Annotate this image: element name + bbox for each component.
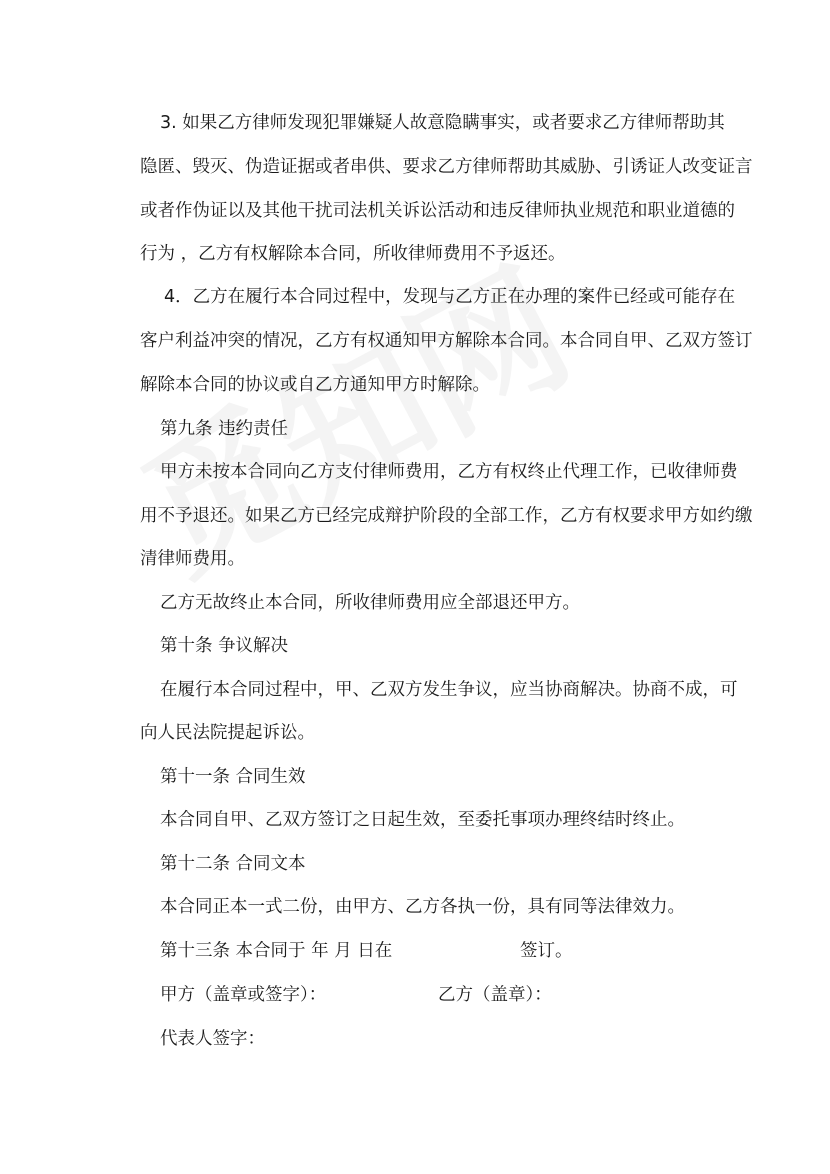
clause-3-line-1: 3. 如果乙方律师发现犯罪嫌疑人故意隐瞒事实，或者要求乙方律师帮助其 xyxy=(160,113,725,133)
article-9-para1-line-1: 甲方未按本合同向乙方支付律师费用，乙方有权终止代理工作，已收律师费 xyxy=(160,462,738,482)
article-9-title: 第九条 违约责任 xyxy=(160,419,289,439)
signature-party-b: 乙方（盖章）： xyxy=(438,985,552,1005)
article-10-para-line-2: 向人民法院提起诉讼。 xyxy=(140,723,315,743)
article-12-title: 第十二条 合同文本 xyxy=(160,854,306,874)
signature-representative: 代表人签字： xyxy=(160,1029,265,1049)
article-12-para: 本合同正本一式二份，由甲方、乙方各执一份，具有同等法律效力。 xyxy=(160,897,685,917)
article-13-suffix: 签订。 xyxy=(520,941,573,961)
article-10-title: 第十条 争议解决 xyxy=(160,636,289,656)
article-9-para1-line-2: 用不予退还。如果乙方已经完成辩护阶段的全部工作，乙方有权要求甲方如约缴 xyxy=(140,506,753,526)
article-9-para2: 乙方无故终止本合同，所收律师费用应全部退还甲方。 xyxy=(160,593,580,613)
article-11-para: 本合同自甲、乙双方签订之日起生效，至委托事项办理终结时终止。 xyxy=(160,810,685,830)
clause-3-line-2: 隐匿、毁灭、伪造证据或者串供、要求乙方律师帮助其威胁、引诱证人改变证言 xyxy=(140,157,753,177)
clause-4-line-3: 解除本合同的协议或自乙方通知甲方时解除。 xyxy=(140,375,490,395)
article-10-para-line-1: 在履行本合同过程中，甲、乙双方发生争议，应当协商解决。协商不成，可 xyxy=(160,680,738,700)
article-13-prefix: 第十三条 本合同于 年 月 日在 xyxy=(160,941,393,961)
clause-4-line-2: 客户利益冲突的情况，乙方有权通知甲方解除本合同。本合同自甲、乙双方签订 xyxy=(140,331,753,351)
signature-party-a: 甲方（盖章或签字）： xyxy=(160,985,327,1005)
clause-3-line-3: 或者作伪证以及其他干扰司法机关诉讼活动和违反律师执业规范和职业道德的 xyxy=(140,201,735,221)
clause-4-line-1: 4．乙方在履行本合同过程中，发现与乙方正在办理的案件已经或可能存在 xyxy=(164,287,736,307)
article-11-title: 第十一条 合同生效 xyxy=(160,767,306,787)
article-9-para1-line-3: 清律师费用。 xyxy=(140,549,245,569)
clause-3-line-4: 行为 ，乙方有权解除本合同，所收律师费用不予返还。 xyxy=(140,244,566,264)
